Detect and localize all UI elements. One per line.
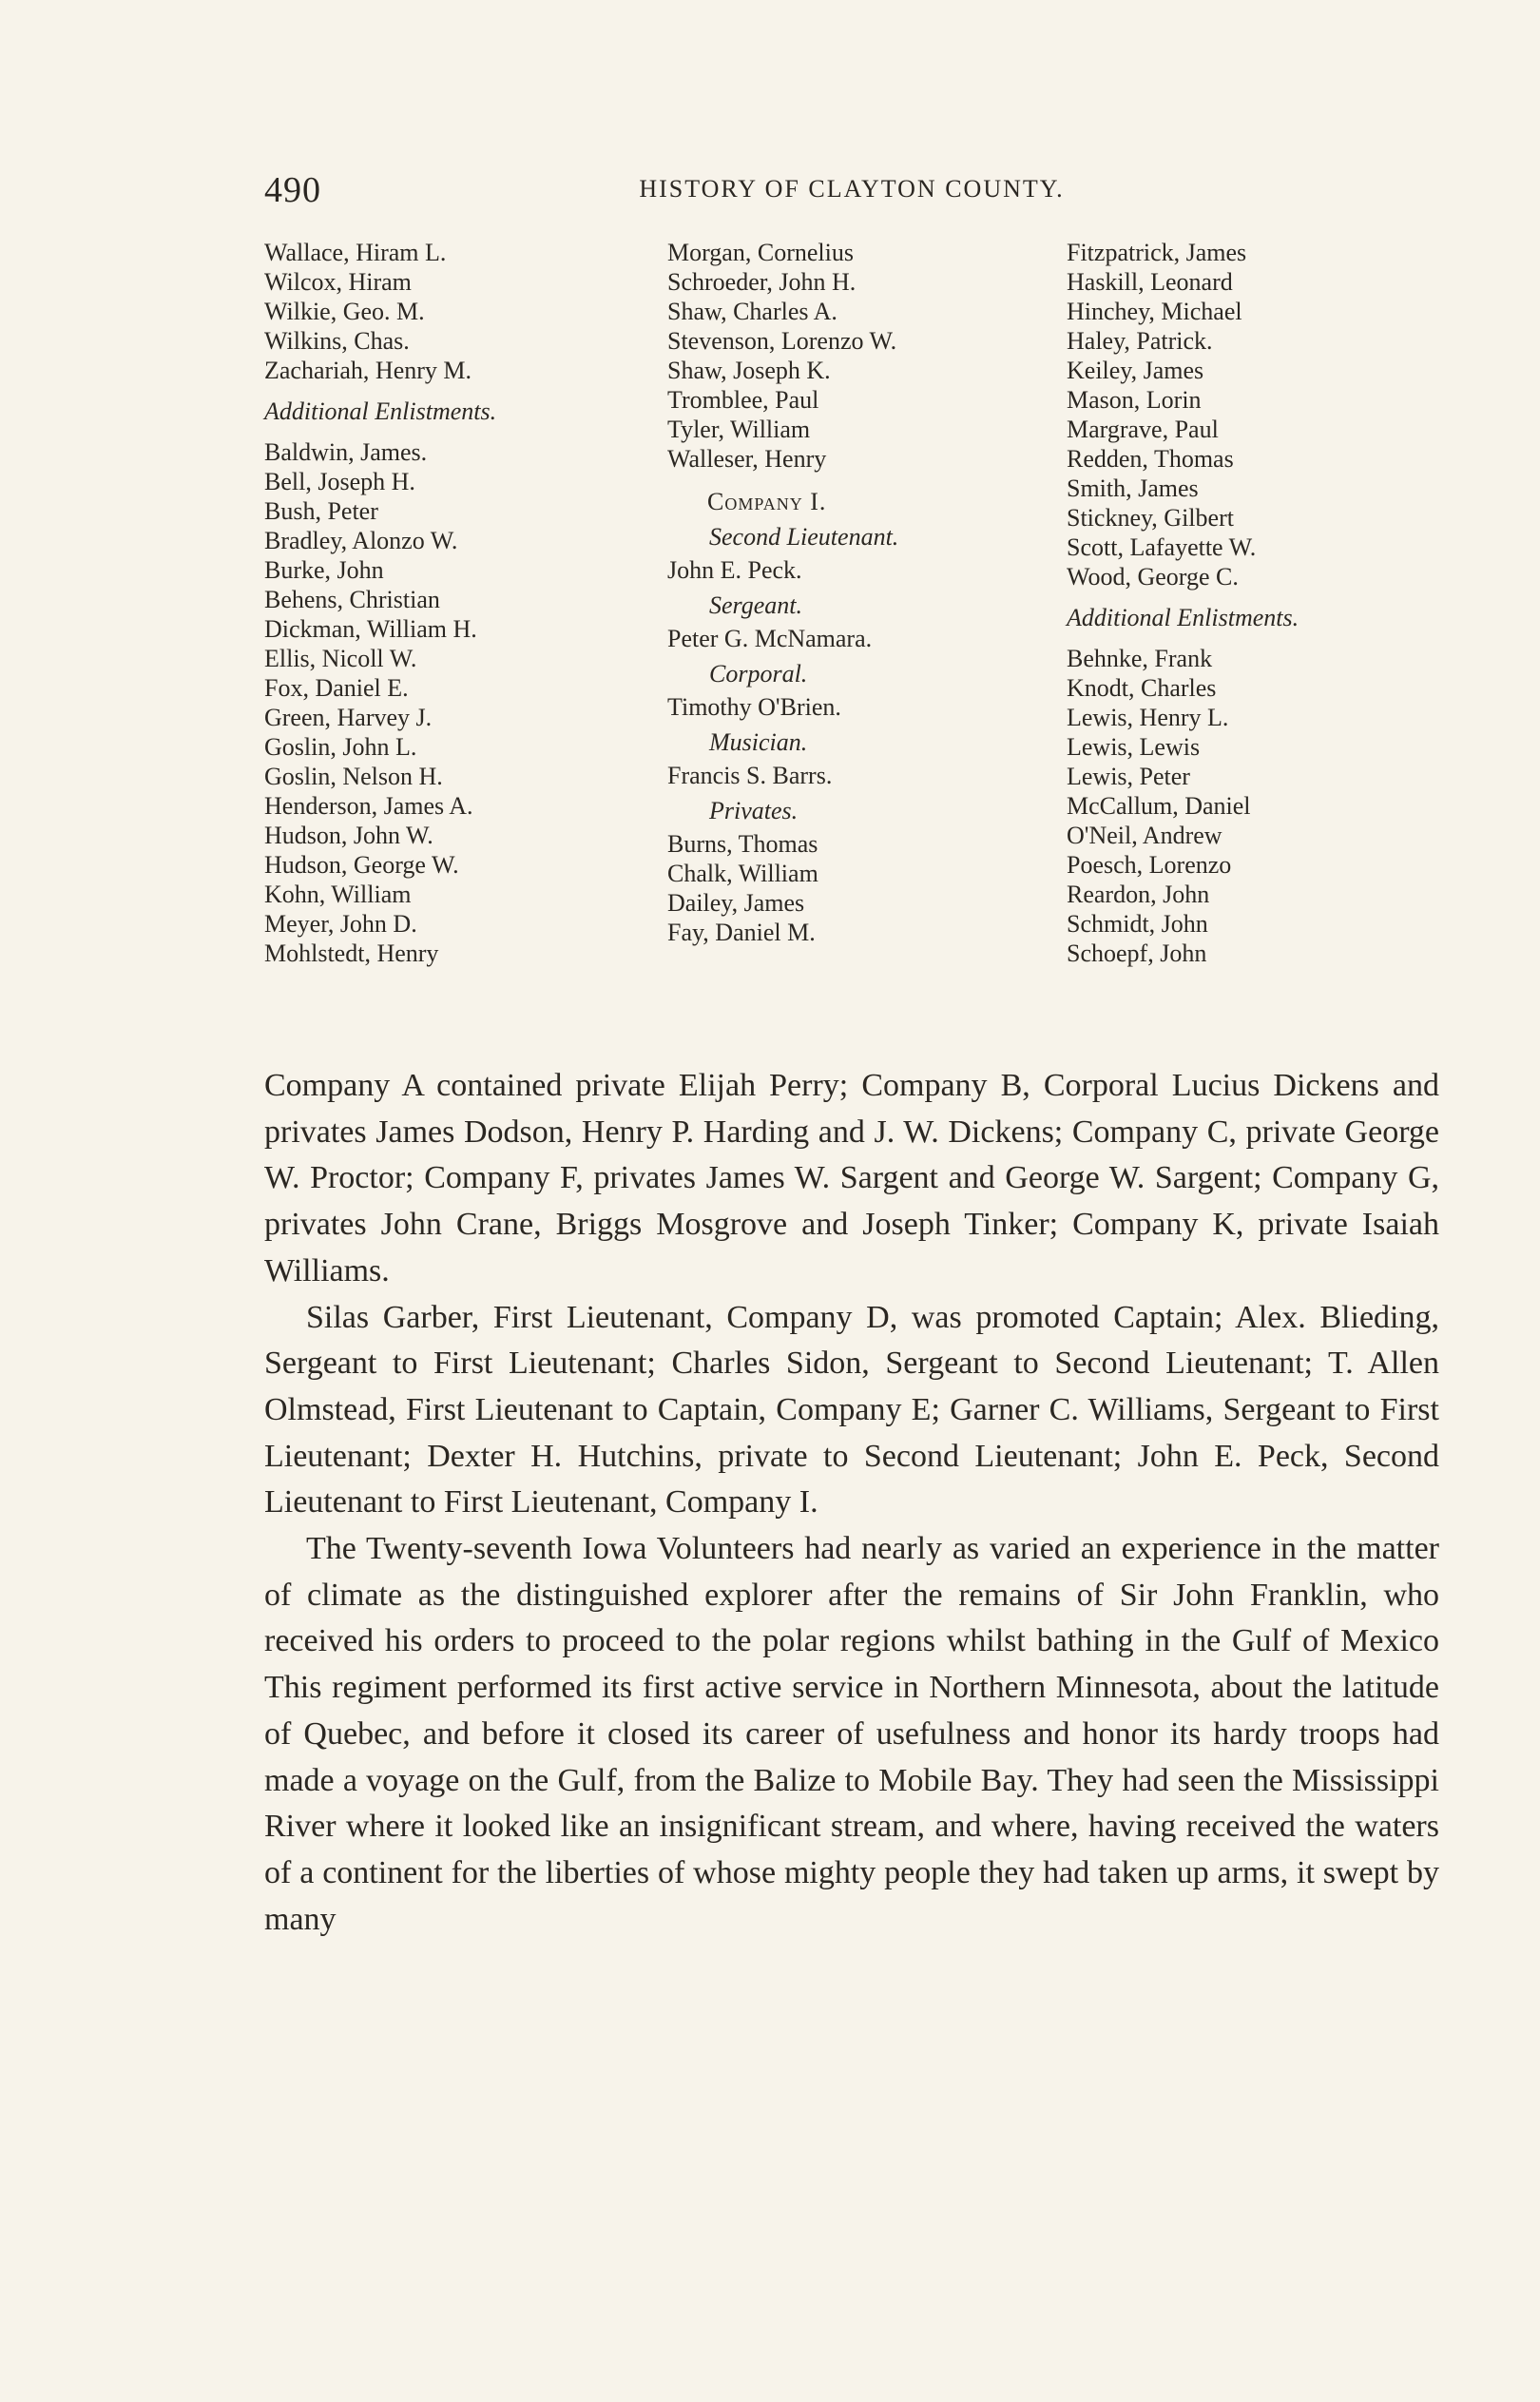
- roster-name: Schroeder, John H.: [667, 268, 857, 296]
- roster-name: Bush, Peter: [264, 497, 378, 525]
- roster-name: Walleser, Henry: [667, 445, 827, 473]
- roster-name: Burns, Thomas: [667, 830, 818, 858]
- roster-name: Lewis, Peter: [1067, 763, 1190, 790]
- paragraph: Company A contained private Elijah Perry; Company B, Corporal Lucius Dickens and privates James Dodson, Henry P. Harding and J. W. Dickens; Company C, private George W. Proctor; Company F, privates James W. Sargent and George W. Sargent; Company G, privates John Crane, Briggs Mosgrove and Joseph Tinker; Company K, private Isaiah Williams.: [264, 1068, 1439, 1288]
- roster-column-3: [1067, 238, 1447, 968]
- roster-columns: [264, 238, 1439, 1036]
- roster-column-1: [264, 238, 645, 968]
- roster-column-2: [667, 238, 1067, 947]
- roster-name: Schoepf, John: [1067, 939, 1207, 967]
- roster-name: Tromblee, Paul: [667, 386, 819, 414]
- rank-name: John E. Peck.: [667, 556, 802, 584]
- roster-name: Schmidt, John: [1067, 910, 1208, 938]
- roster-name: Scott, Lafayette W.: [1067, 533, 1257, 561]
- roster-name: Bradley, Alonzo W.: [264, 527, 458, 554]
- roster-name: Tyler, William: [667, 416, 811, 443]
- rank-heading: Second Lieutenant.: [709, 523, 899, 551]
- roster-name: Green, Harvey J.: [264, 704, 433, 731]
- roster-name: Burke, John: [264, 556, 384, 584]
- roster-name: Fox, Daniel E.: [264, 674, 409, 702]
- name-list: [264, 437, 645, 968]
- roster-name: Reardon, John: [1067, 881, 1210, 908]
- roster-name: Dailey, James: [667, 889, 805, 917]
- paragraph: The Twenty-seventh Iowa Volunteers had nearly as varied an experience in the matter of climate as the distinguished explorer after the remains of Sir John Franklin, who received his orders to proceed to the polar regions whilst bathing in the Gulf of Mexico This regiment performed its first active service in Northern Minnesota, about the latitude of Quebec, and before it closed its career of usefulness and honor its hardy troops had made a voyage on the Gulf, from the Balize to Mobile Bay. They had seen the Mississippi River where it looked like an insignificant stream, and where, having received the waters of a continent for the liberties of whose mighty people they had taken up arms, it swept by many: [264, 1531, 1439, 1937]
- roster-name: McCallum, Daniel: [1067, 792, 1251, 820]
- roster-name: Hinchey, Michael: [1067, 298, 1242, 325]
- roster-name: Lewis, Lewis: [1067, 733, 1201, 761]
- roster-name: Kohn, William: [264, 881, 412, 908]
- roster-name: Hudson, George W.: [264, 851, 459, 879]
- roster-name: Mason, Lorin: [1067, 386, 1202, 414]
- roster-name: Shaw, Joseph K.: [667, 357, 831, 384]
- page-number: 490: [264, 170, 321, 210]
- roster-name: Haskill, Leonard: [1067, 268, 1233, 296]
- name-list: [667, 238, 1067, 474]
- rank-name: Timothy O'Brien.: [667, 693, 841, 721]
- roster-name: Redden, Thomas: [1067, 445, 1234, 473]
- roster-name: Smith, James: [1067, 475, 1199, 502]
- roster-name: Lewis, Henry L.: [1067, 704, 1229, 731]
- roster-name: Fay, Daniel M.: [667, 919, 816, 946]
- company-heading: Company I.: [707, 488, 827, 515]
- roster-name: Mohlstedt, Henry: [264, 939, 439, 967]
- roster-name: Keiley, James: [1067, 357, 1204, 384]
- roster-name: Wilcox, Hiram: [264, 268, 412, 296]
- roster-name: Dickman, William H.: [264, 615, 477, 643]
- rank-heading: Sergeant.: [709, 591, 802, 619]
- page-header: [264, 169, 1439, 215]
- roster-name: Wallace, Hiram L.: [264, 239, 447, 266]
- roster-name: Goslin, Nelson H.: [264, 763, 443, 790]
- rank-heading: Musician.: [709, 728, 808, 756]
- roster-name: Zachariah, Henry M.: [264, 357, 472, 384]
- roster-name: Haley, Patrick.: [1067, 327, 1213, 355]
- roster-name: Chalk, William: [667, 860, 818, 887]
- roster-name: Henderson, James A.: [264, 792, 473, 820]
- roster-name: Wilkins, Chas.: [264, 327, 410, 355]
- body-text: [264, 1063, 1439, 1943]
- rank-heading: Corporal.: [709, 660, 808, 688]
- name-list: [1067, 644, 1447, 968]
- rank-name: Francis S. Barrs.: [667, 762, 833, 789]
- rank-name: Peter G. McNamara.: [667, 625, 873, 652]
- rank-heading: Privates.: [709, 797, 799, 824]
- additional-enlistments-heading: Additional Enlistments.: [264, 397, 497, 425]
- roster-name: Wilkie, Geo. M.: [264, 298, 425, 325]
- roster-name: Margrave, Paul: [1067, 416, 1219, 443]
- name-list: [667, 829, 1067, 947]
- roster-name: O'Neil, Andrew: [1067, 822, 1222, 849]
- roster-name: Ellis, Nicoll W.: [264, 645, 417, 672]
- roster-name: Behnke, Frank: [1067, 645, 1213, 672]
- roster-name: Behens, Christian: [264, 586, 440, 613]
- name-list: [1067, 238, 1447, 591]
- name-list: [264, 238, 645, 385]
- roster-name: Shaw, Charles A.: [667, 298, 837, 325]
- paragraph: Silas Garber, First Lieutenant, Company D, was promoted Captain; Alex. Blieding, Sergeant to First Lieutenant; Charles Sidon, Sergeant to Second Lieutenant; T. Allen Olmstead, First Lieutenant to Captain, Company E; Garner C. Williams, Sergeant to First Lieutenant; Dexter H. Hutchins, private to Second Lieutenant; John E. Peck, Second Lieutenant to First Lieutenant, Company I.: [264, 1299, 1439, 1521]
- roster-name: Goslin, John L.: [264, 733, 417, 761]
- roster-name: Hudson, John W.: [264, 822, 433, 849]
- roster-name: Stevenson, Lorenzo W.: [667, 327, 897, 355]
- roster-name: Wood, George C.: [1067, 563, 1239, 591]
- roster-name: Bell, Joseph H.: [264, 468, 415, 495]
- roster-name: Meyer, John D.: [264, 910, 417, 938]
- roster-name: Baldwin, James.: [264, 438, 428, 466]
- roster-name: Stickney, Gilbert: [1067, 504, 1234, 532]
- roster-name: Fitzpatrick, James: [1067, 239, 1247, 266]
- roster-name: Poesch, Lorenzo: [1067, 851, 1232, 879]
- roster-name: Knodt, Charles: [1067, 674, 1217, 702]
- additional-enlistments-heading: Additional Enlistments.: [1067, 604, 1299, 631]
- running-head: HISTORY OF CLAYTON COUNTY.: [639, 175, 1065, 203]
- roster-name: Morgan, Cornelius: [667, 239, 854, 266]
